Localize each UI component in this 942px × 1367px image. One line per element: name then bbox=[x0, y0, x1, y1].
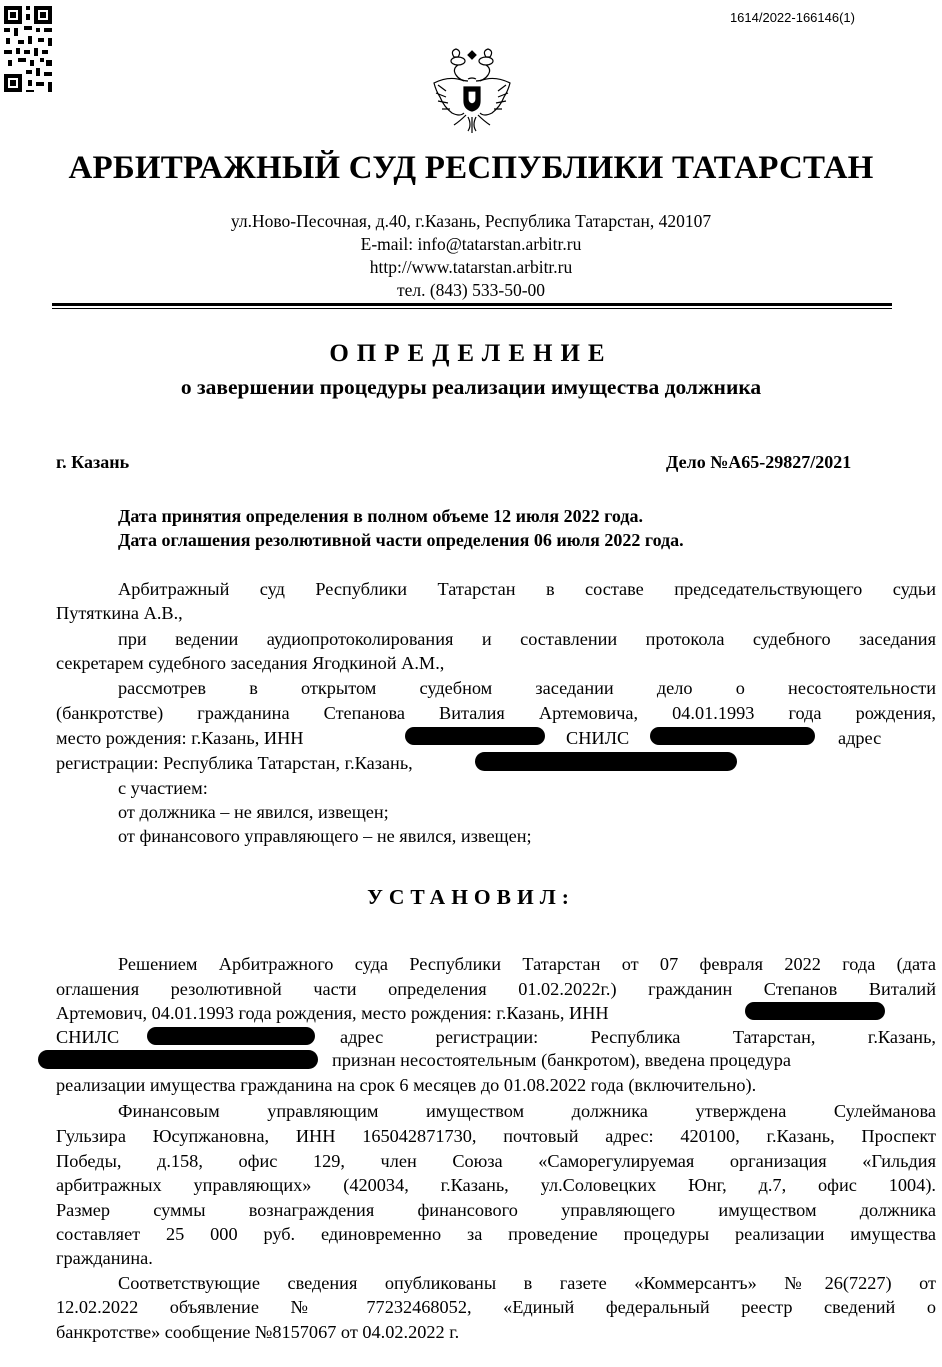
intro-line: с участием: bbox=[118, 778, 208, 798]
city: г. Казань bbox=[56, 452, 130, 472]
operative-part-date: Дата оглашения резолютивной части определения 06 июля 2022 года. bbox=[118, 530, 684, 550]
intro-line: от должника – не явился, извещен; bbox=[118, 802, 389, 822]
document-subject: о завершении процедуры реализации имущества должника bbox=[180, 375, 762, 399]
full-decision-date: Дата принятия определения в полном объеме 12 июля 2022 года. bbox=[118, 506, 643, 526]
intro-line: рассмотрев в открытом судебном заседании дело о несостоятельности bbox=[118, 678, 936, 698]
body-line: 12.02.2022 объявление № 77232468052, «Единый федеральный реестр сведений о bbox=[56, 1297, 936, 1317]
header-divider-thin bbox=[52, 308, 892, 309]
section-heading-established: УСТАНОВИЛ: bbox=[367, 885, 575, 909]
body-line: Артемович, 04.01.1993 года рождения, место рождения: г.Казань, ИНН bbox=[56, 1003, 609, 1023]
body-line: Размер суммы вознаграждения финансового управляющего имуществом должника bbox=[56, 1200, 936, 1220]
intro-line: место рождения: г.Казань, ИНН bbox=[56, 728, 304, 748]
body-line: гражданина. bbox=[56, 1248, 153, 1268]
intro-line: от финансового управляющего – не явился, извещен; bbox=[118, 826, 532, 846]
court-phone: тел. (843) 533-50-00 bbox=[396, 280, 546, 300]
court-website[interactable]: http://www.tatarstan.arbitr.ru bbox=[369, 257, 573, 277]
qr-code-icon bbox=[0, 2, 56, 96]
redacted-snils bbox=[650, 727, 815, 745]
body-line: оглашения резолютивной части определения 01.02.2022г.) гражданин Степанов Виталий bbox=[56, 979, 936, 999]
intro-line: адрес bbox=[838, 728, 882, 748]
header-divider-thick bbox=[52, 303, 892, 306]
intro-line: СНИЛС bbox=[566, 728, 630, 748]
redacted-inn bbox=[745, 1002, 885, 1020]
body-line: реализации имущества гражданина на срок 6 месяцев до 01.08.2022 года (включительно). bbox=[56, 1075, 757, 1095]
court-name: АРБИТРАЖНЫЙ СУД РЕСПУБЛИКИ ТАТАРСТАН bbox=[68, 150, 874, 186]
body-line: Победы, д.158, офис 129, член Союза «Саморегулируемая организация «Гильдия bbox=[56, 1151, 936, 1171]
body-line: Соответствующие сведения опубликованы в газете «Коммерсантъ» №26(7227) от bbox=[118, 1273, 936, 1293]
body-line: составляет 25 000 руб. единовременно за проведение процедуры реализации имущества bbox=[56, 1224, 936, 1244]
body-line: адрес регистрации: Республика Татарстан, г.Казань, bbox=[340, 1027, 936, 1047]
redacted-snils bbox=[147, 1027, 315, 1045]
redacted-address bbox=[38, 1050, 318, 1069]
body-line: банкротстве» сообщение №8157067 от 04.02.2022 г. bbox=[56, 1322, 460, 1342]
body-line: арбитражных управляющих» (420034, г.Казань, ул.Соловецких Юнг, д.7, офис 1004). bbox=[56, 1175, 936, 1195]
case-number: Дело №А65-29827/2021 bbox=[666, 452, 852, 472]
intro-line: при ведении аудиопротоколирования и составлении протокола судебного заседания bbox=[118, 629, 936, 649]
russian-coat-of-arms-icon bbox=[428, 45, 516, 135]
intro-line: (банкротстве) гражданина Степанова Виталия Артемовича, 04.01.1993 года рождения, bbox=[56, 703, 936, 723]
intro-line: секретарем судебного заседания Ягодкиной А.М., bbox=[56, 653, 445, 673]
body-line: признан несостоятельным (банкротом), введена процедура bbox=[332, 1050, 791, 1070]
intro-line: регистрации: Республика Татарстан, г.Казань, bbox=[56, 753, 413, 773]
body-line: СНИЛС bbox=[56, 1027, 120, 1047]
document-number: 1614/2022-166146(1) bbox=[729, 10, 855, 25]
court-email[interactable]: E-mail: info@tatarstan.arbitr.ru bbox=[360, 234, 582, 254]
redacted-inn bbox=[405, 727, 545, 745]
redacted-address bbox=[475, 752, 737, 771]
document-type-heading: ОПРЕДЕЛЕНИЕ bbox=[329, 340, 613, 367]
court-address: ул.Ново-Песочная, д.40, г.Казань, Республика Татарстан, 420107 bbox=[230, 211, 712, 231]
body-line: Финансовым управляющим имуществом должника утверждена Сулейманова bbox=[118, 1101, 936, 1121]
intro-line: Арбитражный суд Республики Татарстан в составе председательствующего судьи bbox=[118, 579, 936, 599]
intro-line: Путяткина А.В., bbox=[56, 603, 183, 623]
body-line: Решением Арбитражного суда Республики Татарстан от 07 февраля 2022 года (дата bbox=[118, 954, 936, 974]
body-line: Гульзира Юсупжановна, ИНН 165042871730, почтовый адрес: 420100, г.Казань, Проспект bbox=[56, 1126, 936, 1146]
